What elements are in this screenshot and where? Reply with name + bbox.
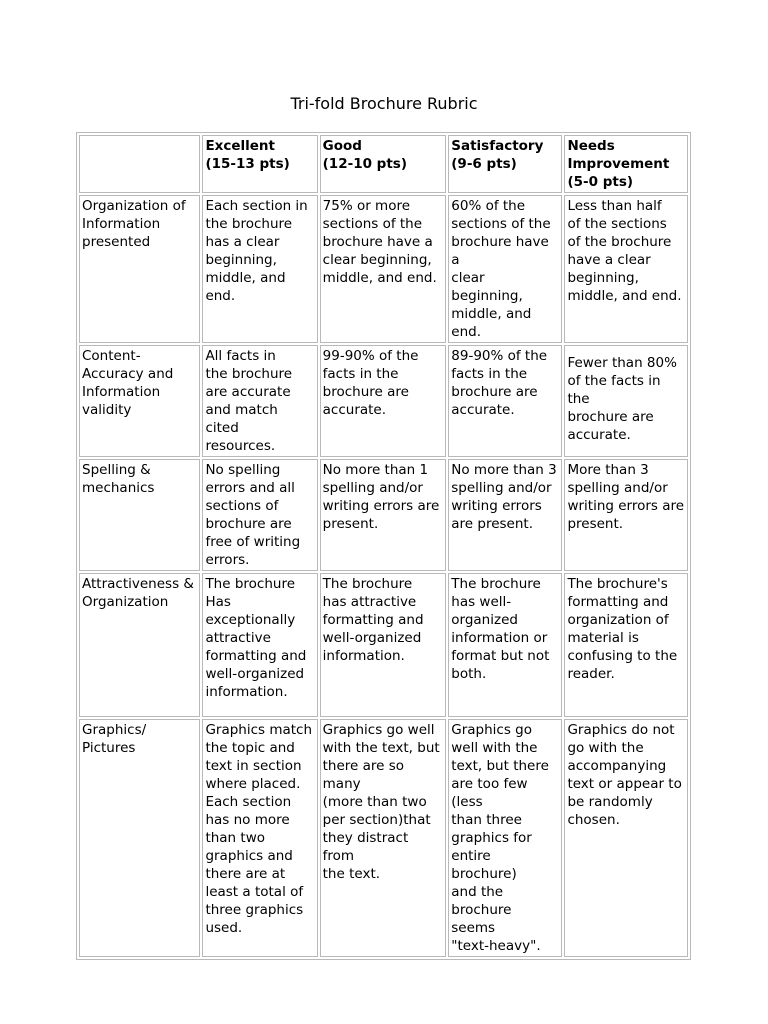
criterion-cell: Graphics/ Pictures (79, 719, 200, 957)
criterion-cell: Content- Accuracy and Information validity (79, 345, 200, 457)
rating-cell: The brochure's formatting and organization of material is confusing to the reader. (564, 573, 688, 717)
page-title: Tri-fold Brochure Rubric (290, 94, 478, 113)
table-row (79, 459, 688, 571)
rating-cell: 99-90% of the facts in the brochure are accurate. (320, 345, 447, 457)
rating-cell: No more than 3 spelling and/or writing errors are present. (448, 459, 562, 571)
rating-cell: The brochure Has exceptionally attractive formatting and well-organized information. (202, 573, 317, 717)
header-cell-excellent: Excellent (15-13 pts) (202, 135, 317, 193)
rating-cell: The brochure has well- organized information or format but not both. (448, 573, 562, 717)
rating-cell: No spelling errors and all sections of brochure are free of writing errors. (202, 459, 317, 571)
rating-cell: Graphics do not go with the accompanying text or appear to be randomly chosen. (564, 719, 688, 957)
rating-cell: 89-90% of the facts in the brochure are accurate. (448, 345, 562, 457)
rating-cell: All facts in the brochure are accurate and match cited resources. (202, 345, 317, 457)
rating-cell: 60% of the sections of the brochure have a clear beginning, middle, and end. (448, 195, 562, 343)
rating-cell: Fewer than 80% of the facts in the brochure are accurate. (564, 345, 688, 457)
rating-cell: More than 3 spelling and/or writing errors are present. (564, 459, 688, 571)
table-row (79, 345, 688, 457)
header-cell-satisfactory: Satisfactory (9-6 pts) (448, 135, 562, 193)
rating-cell: The brochure has attractive formatting and well-organized information. (320, 573, 447, 717)
rating-cell: Less than half of the sections of the brochure have a clear beginning, middle, and end. (564, 195, 688, 343)
rating-cell: Graphics go well with the text, but there are so many (more than two per section)that they distract from the text. (320, 719, 447, 957)
rubric-table (76, 132, 691, 960)
rating-cell: 75% or more sections of the brochure have a clear beginning, middle, and end. (320, 195, 447, 343)
criterion-cell: Attractiveness & Organization (79, 573, 200, 717)
header-cell-needs-improvement: Needs Improvement (5-0 pts) (564, 135, 688, 193)
criterion-cell: Organization of Information presented (79, 195, 200, 343)
rating-cell: Graphics match the topic and text in section where placed. Each section has no more than two graphics and there are at least a total of three graphics used. (202, 719, 317, 957)
rating-cell: Each section in the brochure has a clear beginning, middle, and end. (202, 195, 317, 343)
table-row (79, 573, 688, 717)
header-cell-criteria (79, 135, 200, 193)
table-row (79, 195, 688, 343)
criterion-cell: Spelling & mechanics (79, 459, 200, 571)
table-row (79, 719, 688, 957)
rating-cell: No more than 1 spelling and/or writing errors are present. (320, 459, 447, 571)
rating-cell: Graphics go well with the text, but there are too few (less than three graphics for entire brochure) and the brochure seems "text-heavy". (448, 719, 562, 957)
header-row (79, 135, 688, 193)
header-cell-good: Good (12-10 pts) (320, 135, 447, 193)
